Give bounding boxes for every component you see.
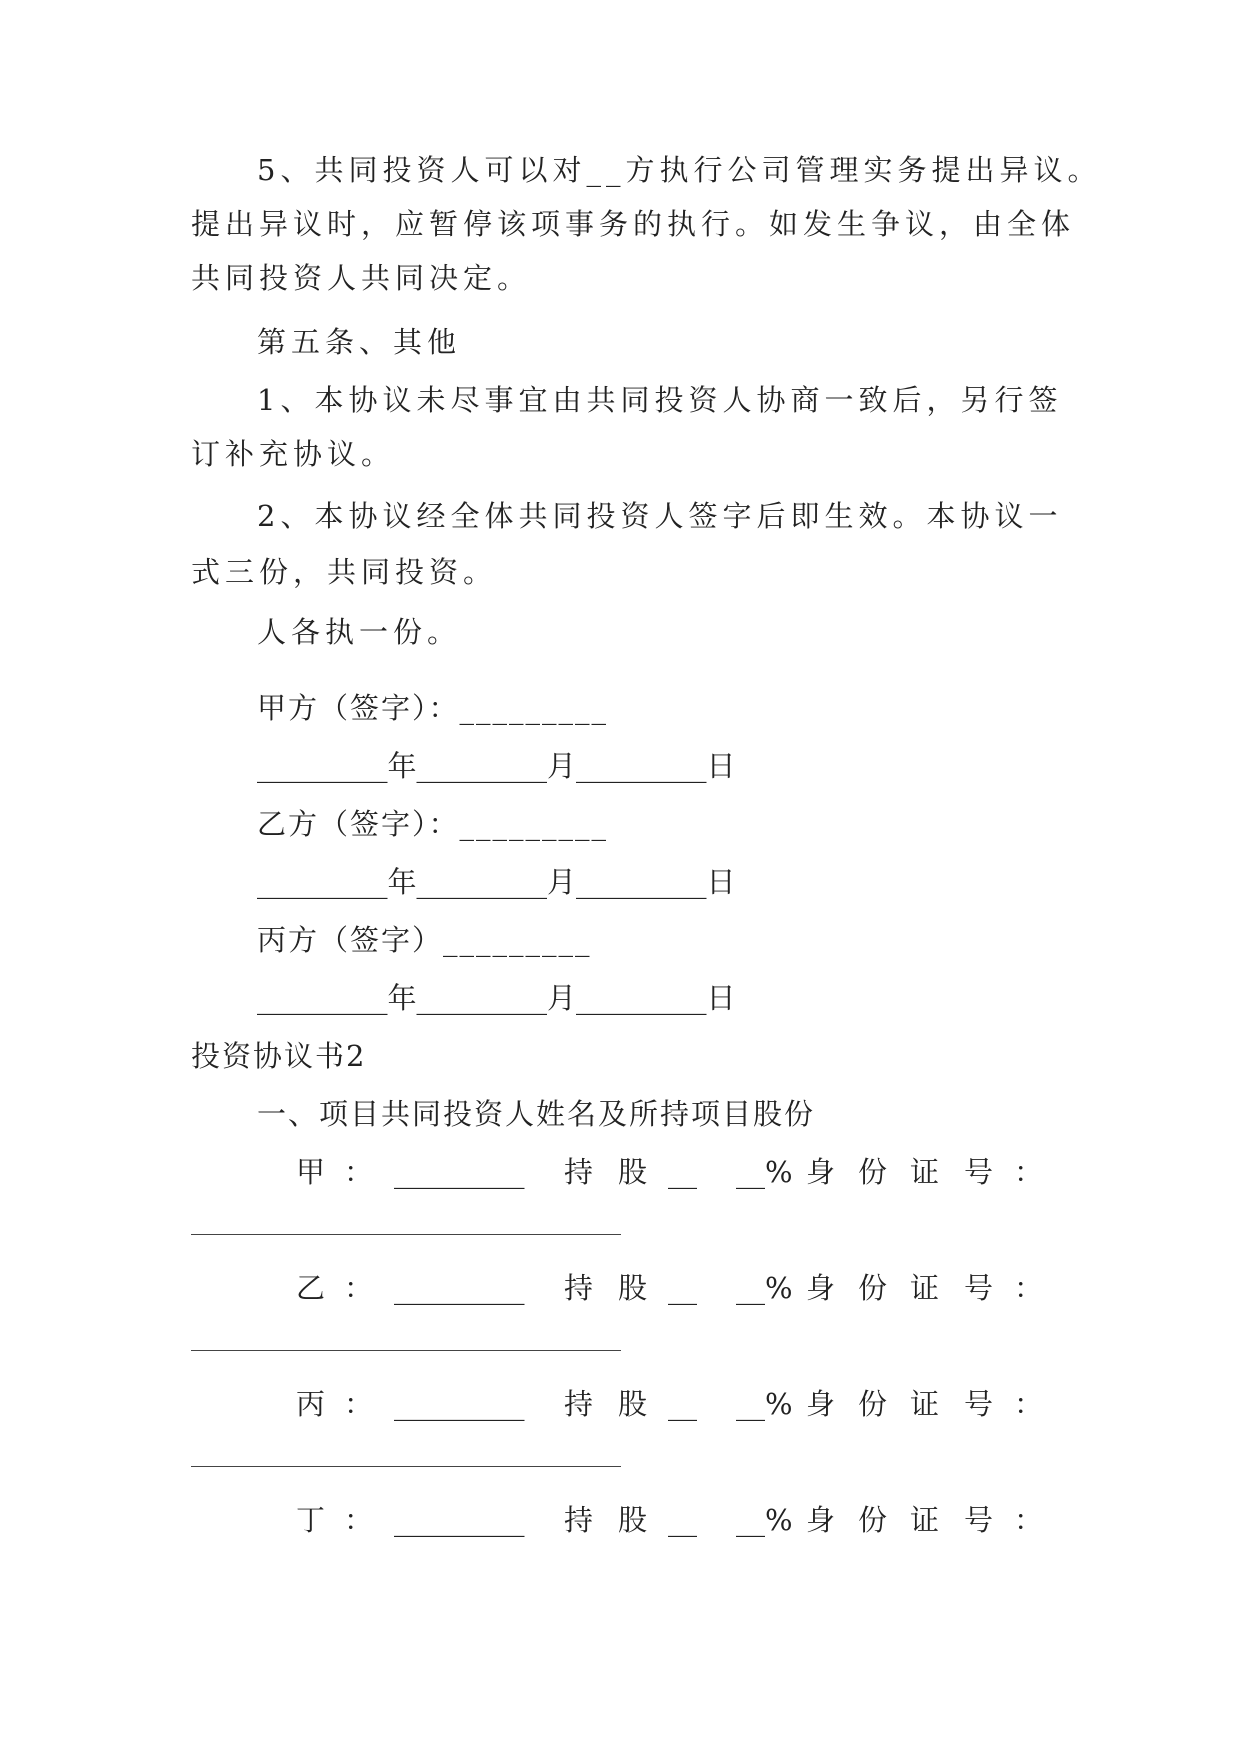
id-label-char: 证 <box>910 1271 940 1305</box>
other-item2-line3: 人各执一份。 <box>257 615 462 649</box>
id-label-char: 份 <box>858 1271 888 1305</box>
colon-label: ： <box>344 1503 374 1537</box>
id-label-char: 身 <box>806 1387 836 1421</box>
shareholder-name: 丁 <box>296 1503 326 1537</box>
id-label-char: 份 <box>858 1387 888 1421</box>
colon-label: ： <box>344 1155 374 1189</box>
colon-label: ： <box>344 1387 374 1421</box>
other-item1-line1: 1、本协议未尽事宜由共同投资人协商一致后，另行签 <box>257 383 1063 417</box>
percent-blank: __ <box>668 1503 697 1537</box>
para5-line3: 共同投资人共同决定。 <box>191 261 532 295</box>
party-c-signature: 丙方（签字）_________ <box>257 923 592 957</box>
percent-blank-value: __% <box>736 1271 793 1305</box>
id-number-blank-line <box>191 1466 621 1467</box>
name-blank: _________ <box>394 1271 525 1305</box>
name-blank: _________ <box>394 1387 525 1421</box>
percent-blank-value: __% <box>736 1155 793 1189</box>
hold-label: 持 <box>564 1387 594 1421</box>
share-label: 股 <box>618 1387 648 1421</box>
id-number-blank-line <box>191 1350 621 1351</box>
other-item2-line2: 式三份，共同投资。 <box>191 555 498 589</box>
hold-label: 持 <box>564 1271 594 1305</box>
party-a-date: _________年_________月_________日 <box>257 749 736 783</box>
other-item2-line1: 2、本协议经全体共同投资人签字后即生效。本协议一 <box>257 499 1063 533</box>
shareholder-row <box>0 1152 1241 1192</box>
id-label-char: 证 <box>910 1503 940 1537</box>
other-item1-line2: 订补充协议。 <box>191 437 396 471</box>
shareholder-row <box>0 1268 1241 1308</box>
id-label-char: 身 <box>806 1155 836 1189</box>
id-label-char: 号 <box>964 1503 994 1537</box>
para5-line2: 提出异议时，应暂停该项事务的执行。如发生争议，由全体 <box>191 207 1076 241</box>
party-b-date: _________年_________月_________日 <box>257 865 736 899</box>
name-blank: _________ <box>394 1155 525 1189</box>
shareholder-name: 丙 <box>296 1387 326 1421</box>
id-label-char: 号 <box>964 1155 994 1189</box>
name-blank: _________ <box>394 1503 525 1537</box>
id-label-char: 份 <box>858 1503 888 1537</box>
percent-blank: __ <box>668 1271 697 1305</box>
shareholder-row <box>0 1500 1241 1540</box>
id-label-char: 身 <box>806 1503 836 1537</box>
shareholder-name: 甲 <box>296 1155 326 1189</box>
id-label-char: 份 <box>858 1155 888 1189</box>
id-label-char: 证 <box>910 1155 940 1189</box>
party-c-date: _________年_________月_________日 <box>257 981 736 1015</box>
share-label: 股 <box>618 1271 648 1305</box>
percent-blank-value: __% <box>736 1387 793 1421</box>
article5-heading: 第五条、其他 <box>257 325 462 359</box>
hold-label: 持 <box>564 1155 594 1189</box>
colon-label: ： <box>1014 1387 1044 1421</box>
shareholder-row <box>0 1384 1241 1424</box>
percent-blank: __ <box>668 1387 697 1421</box>
hold-label: 持 <box>564 1503 594 1537</box>
colon-label: ： <box>1014 1503 1044 1537</box>
shareholder-name: 乙 <box>296 1271 326 1305</box>
party-a-signature: 甲方（签字）：_________ <box>257 691 609 725</box>
colon-label: ： <box>1014 1271 1044 1305</box>
id-label-char: 号 <box>964 1271 994 1305</box>
para5-line1: 5、共同投资人可以对__方执行公司管理实务提出异议。 <box>257 153 1102 187</box>
colon-label: ： <box>1014 1155 1044 1189</box>
party-b-signature: 乙方（签字）：_________ <box>257 807 609 841</box>
agreement2-title: 投资协议书2 <box>191 1039 367 1073</box>
id-label-char: 证 <box>910 1387 940 1421</box>
id-label-char: 号 <box>964 1387 994 1421</box>
colon-label: ： <box>344 1271 374 1305</box>
percent-blank: __ <box>668 1155 697 1189</box>
share-label: 股 <box>618 1155 648 1189</box>
id-label-char: 身 <box>806 1271 836 1305</box>
percent-blank-value: __% <box>736 1503 793 1537</box>
share-label: 股 <box>618 1503 648 1537</box>
section1-heading: 一、项目共同投资人姓名及所持项目股份 <box>257 1097 816 1131</box>
id-number-blank-line <box>191 1234 621 1235</box>
